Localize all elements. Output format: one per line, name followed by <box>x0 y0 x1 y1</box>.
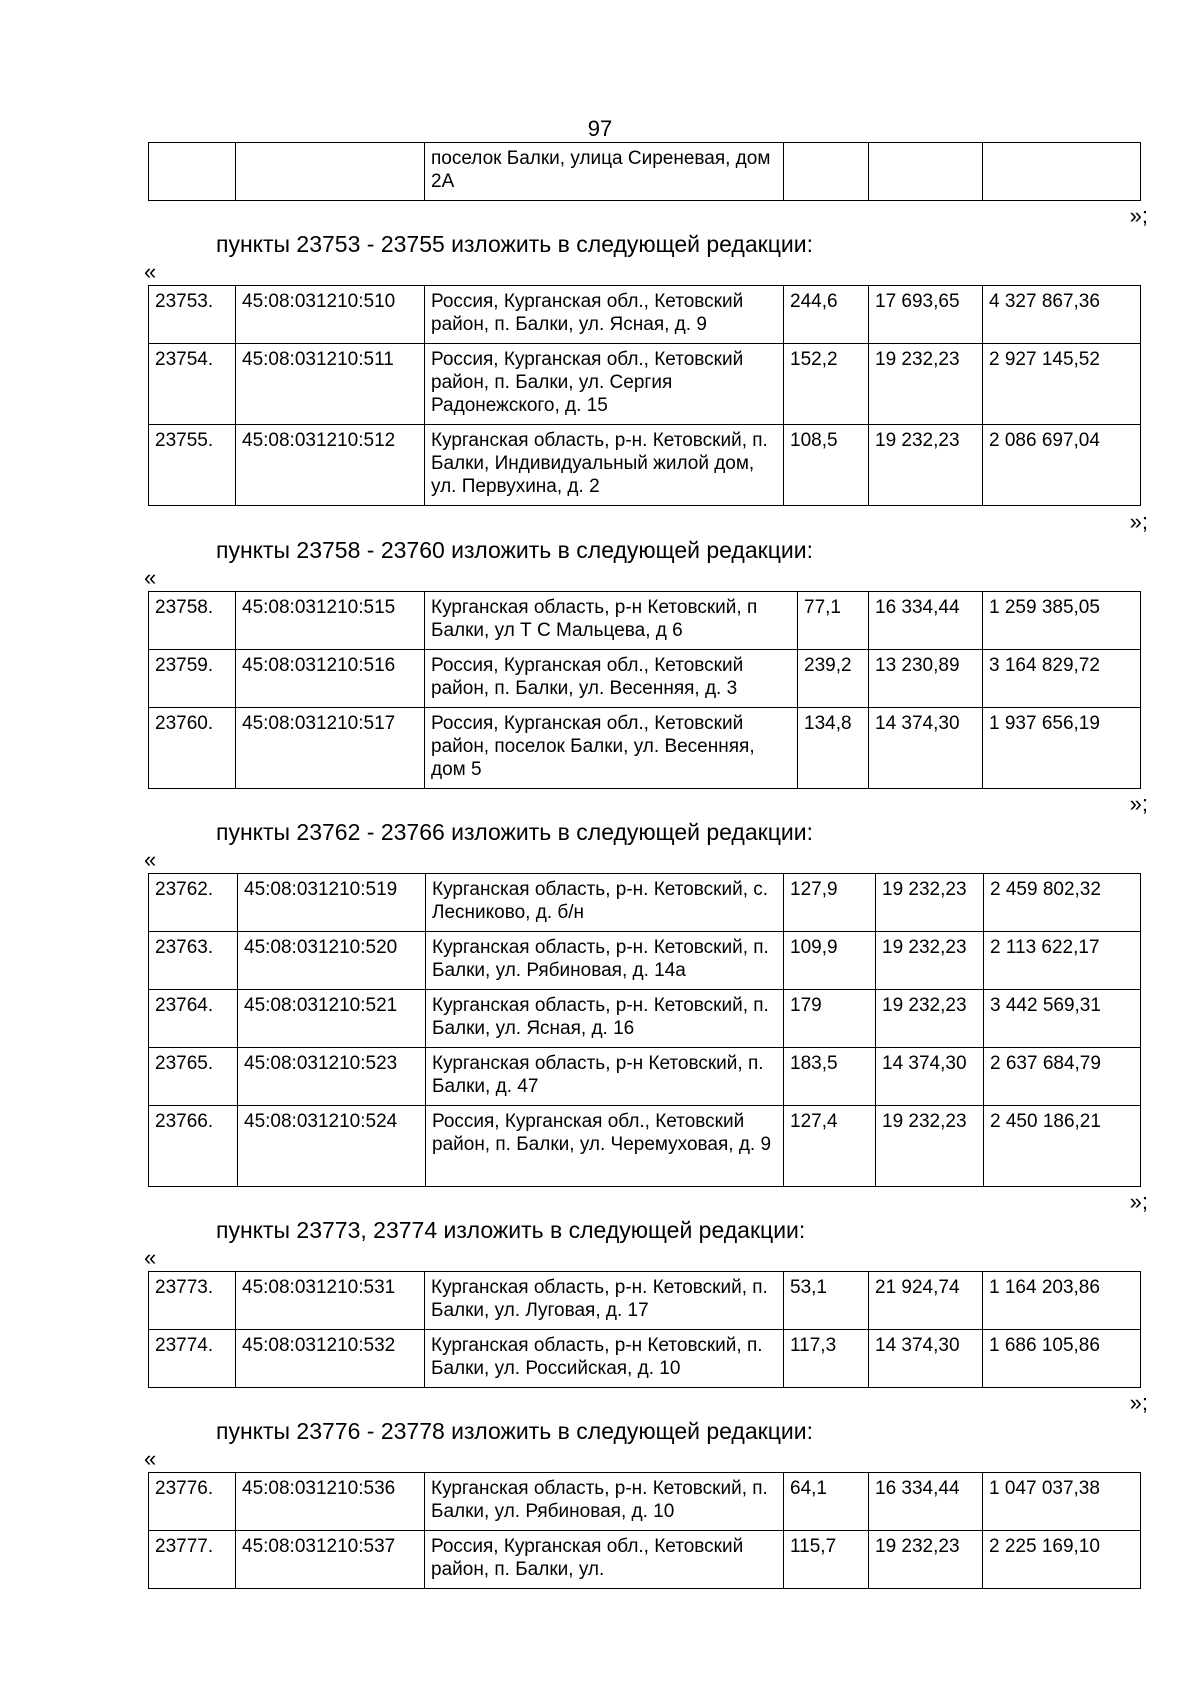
table-row <box>149 1048 1141 1106</box>
cell-rate: 19 232,23 <box>876 990 984 1048</box>
cell-number: 23763. <box>149 932 238 990</box>
cell-cadastral: 45:08:031210:511 <box>236 344 425 425</box>
table-row <box>149 1106 1141 1187</box>
cell-cadastral: 45:08:031210:537 <box>236 1531 425 1589</box>
cell-number: 23762. <box>149 874 238 932</box>
cell-cadastral: 45:08:031210:520 <box>238 932 426 990</box>
cell-value: 2 225 169,10 <box>983 1531 1141 1589</box>
data-table <box>148 1271 1141 1388</box>
section-heading: пункты 23773, 23774 изложить в следующей редакции: <box>216 1217 806 1243</box>
opening-quote: « <box>144 259 157 284</box>
cell-address: Россия, Курганская обл., Кетовский район, п. Балки, ул. <box>425 1531 784 1589</box>
table-row <box>149 1330 1141 1388</box>
cell-address: Россия, Курганская обл., Кетовский район, п. Балки, ул. Ясная, д. 9 <box>425 286 784 344</box>
cell-address: Курганская область, р-н Кетовский, п. Балки, ул. Российская, д. 10 <box>425 1330 784 1388</box>
cell-value: 2 927 145,52 <box>983 344 1141 425</box>
cell-cadastral: 45:08:031210:524 <box>238 1106 426 1187</box>
data-table <box>148 285 1141 506</box>
cell-cadastral: 45:08:031210:532 <box>236 1330 425 1388</box>
cell-address: Россия, Курганская обл., Кетовский район, п. Балки, ул. Черемуховая, д. 9 <box>426 1106 784 1187</box>
cell-number <box>149 143 236 201</box>
cell-rate: 16 334,44 <box>869 1473 983 1531</box>
cell-area: 183,5 <box>784 1048 876 1106</box>
cell-number: 23754. <box>149 344 236 425</box>
cell-cadastral: 45:08:031210:516 <box>236 650 425 708</box>
cell-number: 23755. <box>149 425 236 506</box>
cell-rate: 19 232,23 <box>869 344 983 425</box>
cell-value: 1 047 037,38 <box>983 1473 1141 1531</box>
cell-address: Курганская область, р-н Кетовский, п Балки, ул Т С Мальцева, д 6 <box>425 592 798 650</box>
cell-area: 109,9 <box>784 932 876 990</box>
opening-quote: « <box>144 847 157 872</box>
cell-value: 1 164 203,86 <box>983 1272 1141 1330</box>
cell-cadastral: 45:08:031210:510 <box>236 286 425 344</box>
table-row <box>149 1473 1141 1531</box>
cell-area <box>784 143 869 201</box>
cell-cadastral: 45:08:031210:515 <box>236 592 425 650</box>
cell-number: 23760. <box>149 708 236 789</box>
data-table <box>148 1472 1141 1589</box>
cell-number: 23766. <box>149 1106 238 1187</box>
closing-quote: »; <box>1129 791 1148 816</box>
table-row <box>149 932 1141 990</box>
cell-area: 53,1 <box>784 1272 869 1330</box>
cell-address: Россия, Курганская обл., Кетовский район, п. Балки, ул. Сергия Радонежского, д. 15 <box>425 344 784 425</box>
cell-address: Курганская область, р-н. Кетовский, п. Балки, ул. Рябиновая, д. 10 <box>425 1473 784 1531</box>
cell-area: 115,7 <box>784 1531 869 1589</box>
cell-area: 127,4 <box>784 1106 876 1187</box>
cell-rate: 14 374,30 <box>869 1330 983 1388</box>
cell-rate <box>869 143 983 201</box>
cell-area: 239,2 <box>798 650 869 708</box>
cell-address: Курганская область, р-н. Кетовский, п. Балки, ул. Ясная, д. 16 <box>426 990 784 1048</box>
section-heading: пункты 23776 - 23778 изложить в следующей редакции: <box>216 1418 813 1444</box>
table-row <box>149 708 1141 789</box>
cell-cadastral: 45:08:031210:536 <box>236 1473 425 1531</box>
cell-cadastral: 45:08:031210:512 <box>236 425 425 506</box>
table-row <box>149 650 1141 708</box>
cell-rate: 13 230,89 <box>869 650 983 708</box>
table-row <box>149 425 1141 506</box>
cell-value: 2 450 186,21 <box>984 1106 1141 1187</box>
cell-number: 23765. <box>149 1048 238 1106</box>
cell-value: 1 686 105,86 <box>983 1330 1141 1388</box>
closing-quote: »; <box>1129 1390 1148 1415</box>
cell-rate: 16 334,44 <box>869 592 983 650</box>
cell-number: 23777. <box>149 1531 236 1589</box>
continuation-table <box>148 142 1141 201</box>
cell-number: 23776. <box>149 1473 236 1531</box>
table-row <box>149 286 1141 344</box>
cell-rate: 19 232,23 <box>876 874 984 932</box>
table-row <box>149 990 1141 1048</box>
cell-value: 2 637 684,79 <box>984 1048 1141 1106</box>
table-row <box>149 344 1141 425</box>
cell-cadastral: 45:08:031210:519 <box>238 874 426 932</box>
cell-value: 2 113 622,17 <box>984 932 1141 990</box>
closing-quote: »; <box>1129 203 1148 228</box>
cell-value <box>983 143 1141 201</box>
cell-area: 127,9 <box>784 874 876 932</box>
cell-value: 3 164 829,72 <box>983 650 1141 708</box>
cell-address: Курганская область, р-н. Кетовский, с. Лесниково, д. б/н <box>426 874 784 932</box>
cell-number: 23753. <box>149 286 236 344</box>
cell-address: Курганская область, р-н. Кетовский, п. Балки, ул. Луговая, д. 17 <box>425 1272 784 1330</box>
cell-rate: 17 693,65 <box>869 286 983 344</box>
data-table <box>148 873 1141 1187</box>
page-number: 97 <box>587 116 613 141</box>
table-row <box>149 592 1141 650</box>
cell-rate: 21 924,74 <box>869 1272 983 1330</box>
cell-rate: 19 232,23 <box>869 1531 983 1589</box>
cell-number: 23764. <box>149 990 238 1048</box>
cell-address: Курганская область, р-н. Кетовский, п. Балки, Индивидуальный жилой дом, ул. Первухина, д. 2 <box>425 425 784 506</box>
cell-value: 4 327 867,36 <box>983 286 1141 344</box>
cell-cadastral: 45:08:031210:521 <box>238 990 426 1048</box>
cell-address: Курганская область, р-н Кетовский, п. Балки, д. 47 <box>426 1048 784 1106</box>
cell-cadastral: 45:08:031210:517 <box>236 708 425 789</box>
opening-quote: « <box>144 1245 157 1270</box>
table-row <box>149 1272 1141 1330</box>
cell-area: 179 <box>784 990 876 1048</box>
section-heading: пункты 23762 - 23766 изложить в следующей редакции: <box>216 819 813 845</box>
data-table <box>148 591 1141 789</box>
table-row <box>149 874 1141 932</box>
cell-number: 23774. <box>149 1330 236 1388</box>
cell-rate: 14 374,30 <box>869 708 983 789</box>
cell-number: 23759. <box>149 650 236 708</box>
cell-address: Россия, Курганская обл., Кетовский район, п. Балки, ул. Весенняя, д. 3 <box>425 650 798 708</box>
cell-value: 2 086 697,04 <box>983 425 1141 506</box>
cell-area: 108,5 <box>784 425 869 506</box>
closing-quote: »; <box>1129 1189 1148 1214</box>
cell-address: поселок Балки, улица Сиреневая, дом 2А <box>425 143 784 201</box>
cell-cadastral: 45:08:031210:531 <box>236 1272 425 1330</box>
cell-area: 134,8 <box>798 708 869 789</box>
cell-area: 117,3 <box>784 1330 869 1388</box>
table-row <box>149 143 1141 201</box>
cell-value: 1 937 656,19 <box>983 708 1141 789</box>
cell-rate: 19 232,23 <box>876 1106 984 1187</box>
cell-rate: 19 232,23 <box>876 932 984 990</box>
cell-area: 64,1 <box>784 1473 869 1531</box>
cell-cadastral: 45:08:031210:523 <box>238 1048 426 1106</box>
cell-rate: 19 232,23 <box>869 425 983 506</box>
opening-quote: « <box>144 565 157 590</box>
cell-area: 152,2 <box>784 344 869 425</box>
cell-rate: 14 374,30 <box>876 1048 984 1106</box>
cell-value: 1 259 385,05 <box>983 592 1141 650</box>
cell-number: 23758. <box>149 592 236 650</box>
cell-address: Курганская область, р-н. Кетовский, п. Балки, ул. Рябиновая, д. 14а <box>426 932 784 990</box>
cell-cadastral <box>236 143 425 201</box>
section-heading: пункты 23758 - 23760 изложить в следующей редакции: <box>216 537 813 563</box>
closing-quote: »; <box>1129 509 1148 534</box>
cell-value: 3 442 569,31 <box>984 990 1141 1048</box>
cell-area: 77,1 <box>798 592 869 650</box>
cell-area: 244,6 <box>784 286 869 344</box>
opening-quote: « <box>144 1446 157 1471</box>
section-heading: пункты 23753 - 23755 изложить в следующей редакции: <box>216 231 813 257</box>
cell-address: Россия, Курганская обл., Кетовский район, поселок Балки, ул. Весенняя, дом 5 <box>425 708 798 789</box>
cell-number: 23773. <box>149 1272 236 1330</box>
cell-value: 2 459 802,32 <box>984 874 1141 932</box>
table-row <box>149 1531 1141 1589</box>
